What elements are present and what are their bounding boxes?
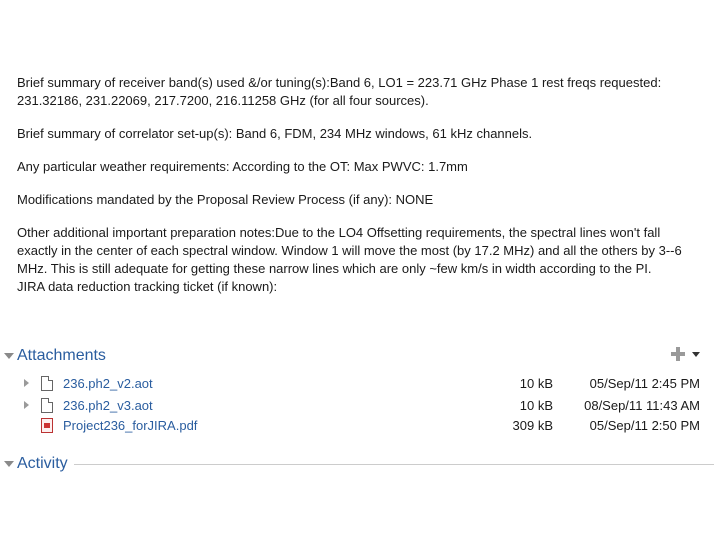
jira-ticket-text: JIRA data reduction tracking ticket (if known):	[17, 279, 278, 294]
attachment-file-link[interactable]: 236.ph2_v2.aot	[63, 375, 153, 391]
pdf-icon	[41, 418, 53, 433]
expand-arrow-icon[interactable]	[24, 401, 29, 409]
attachment-file-date: 05/Sep/11 2:45 PM	[589, 375, 700, 391]
attachments-collapse-toggle[interactable]	[4, 353, 14, 359]
attachments-title[interactable]: Attachments	[17, 347, 106, 364]
section-divider	[74, 464, 714, 465]
attachment-row	[20, 373, 700, 393]
attachments-options-dropdown-icon[interactable]	[692, 352, 700, 357]
add-attachment-icon[interactable]	[670, 346, 686, 362]
correlator-summary: Brief summary of correlator set-up(s): Band 6, FDM, 234 MHz windows, 61 kHz channels.	[17, 126, 533, 141]
modifications-text: Modifications mandated by the Proposal Review Process (if any): NONE	[17, 192, 434, 207]
attachment-file-date: 08/Sep/11 11:43 AM	[584, 397, 700, 413]
file-icon	[41, 398, 53, 413]
activity-collapse-toggle[interactable]	[4, 461, 14, 467]
issue-summary	[17, 74, 703, 296]
preparation-notes: Other additional important preparation notes:Due to the LO4 Offsetting requirements, the spectral lines won't fall exactly in the center of each spectral window. Window 1 will move the most (by 17.2 MHz) and all the others by 3--6 MHz. This is still adequate for getting these narrow lines which are only ~few km/s in width according to the PI.	[17, 225, 682, 276]
weather-requirements: Any particular weather requirements: According to the OT: Max PWVC: 1.7mm	[17, 159, 468, 174]
attachment-file-date: 05/Sep/11 2:50 PM	[589, 417, 700, 433]
attachment-file-link[interactable]: 236.ph2_v3.aot	[63, 397, 153, 413]
attachment-file-link[interactable]: Project236_forJIRA.pdf	[63, 417, 198, 433]
activity-header	[4, 454, 714, 474]
activity-title[interactable]: Activity	[17, 455, 68, 472]
attachments-header	[4, 346, 714, 366]
expand-arrow-icon[interactable]	[24, 379, 29, 387]
attachment-file-size: 309 kB	[512, 417, 553, 433]
attachment-file-size: 10 kB	[519, 375, 553, 391]
receiver-summary: Brief summary of receiver band(s) used &/or tuning(s):Band 6, LO1 = 223.71 GHz Phase 1 rest freqs requested: 231.32186, 231.22069, 217.7200, 216.11258 GHz (for all four sources).	[17, 75, 662, 108]
attachments-actions	[670, 346, 700, 362]
attachment-file-size: 10 kB	[519, 397, 553, 413]
attachment-row	[20, 395, 700, 415]
attachment-row	[20, 415, 700, 435]
file-icon	[41, 376, 53, 391]
